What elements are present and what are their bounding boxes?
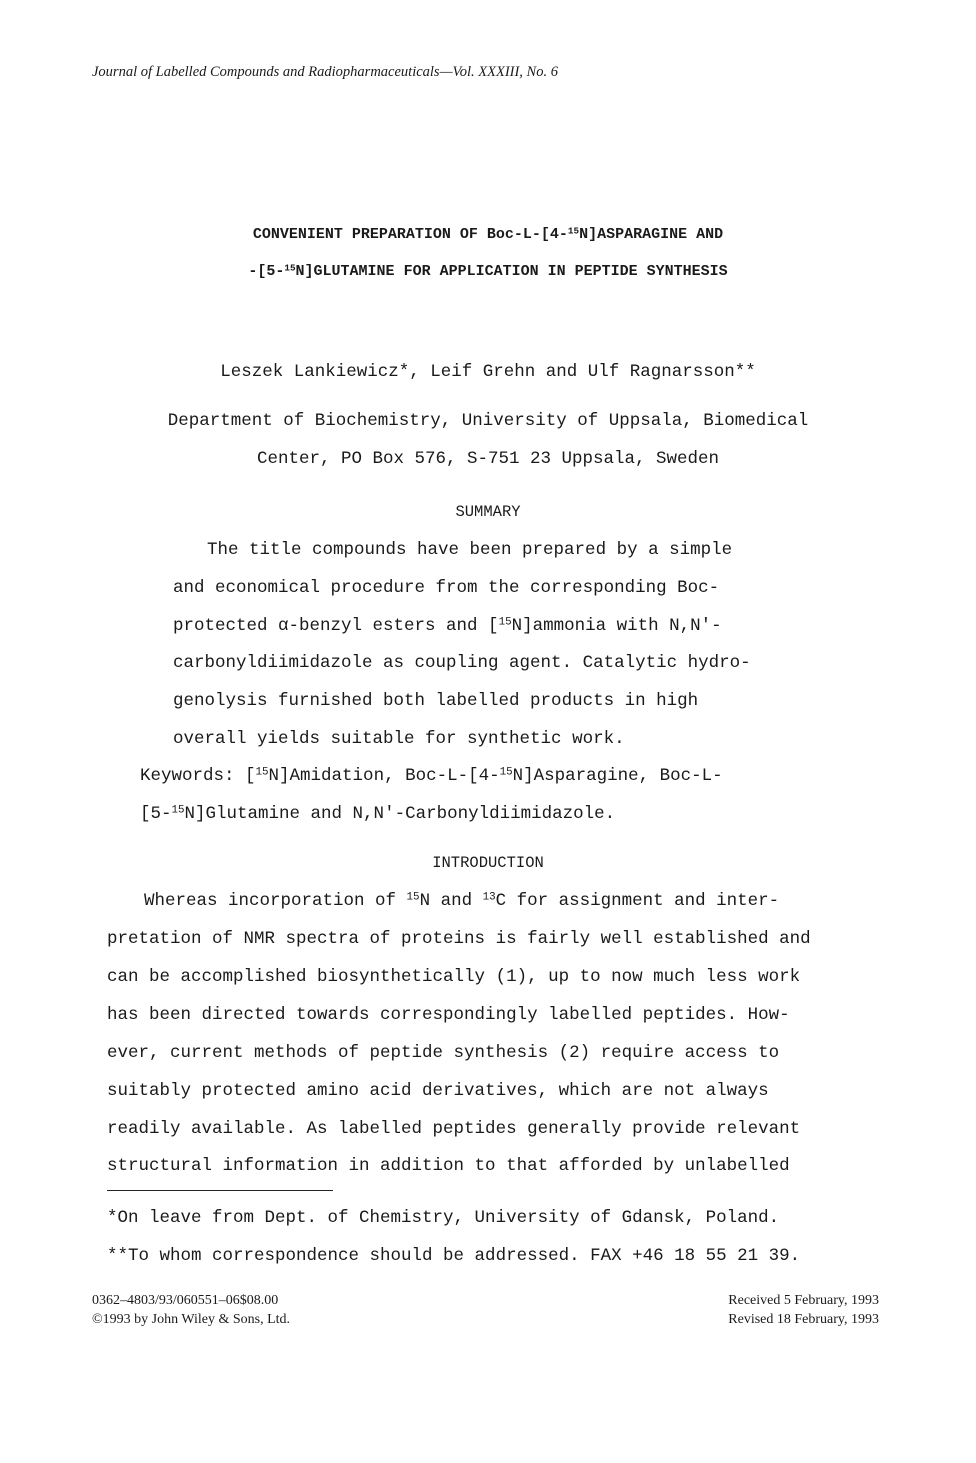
summary-line: and economical procedure from the corresponding Boc- bbox=[173, 578, 720, 598]
affiliation-line-1: Department of Biochemistry, University of Uppsala, Biomedical bbox=[167, 411, 809, 431]
summary-line: genolysis furnished both labelled products in high bbox=[173, 691, 699, 711]
intro-text: N and bbox=[419, 891, 483, 911]
summary-text: N]ammonia with N,N'- bbox=[511, 616, 722, 636]
keywords-text: N]Amidation, Boc-L-[4- bbox=[268, 766, 500, 786]
intro-text: C for assignment and inter- bbox=[495, 891, 780, 911]
revised-date: Revised 18 February, 1993 bbox=[728, 1312, 879, 1327]
intro-line: has been directed towards correspondingly labelled peptides. How- bbox=[107, 1005, 790, 1025]
keywords-line-2 bbox=[140, 804, 615, 824]
title-text: -[5- bbox=[248, 263, 285, 280]
keywords-text: N]Glutamine and N,N'-Carbonyldiimidazole. bbox=[184, 804, 616, 824]
article-code: 0362–4803/93/060551–06$08.00 bbox=[92, 1293, 279, 1308]
introduction-heading: INTRODUCTION bbox=[432, 854, 544, 872]
intro-line: can be accomplished biosynthetically (1), up to now much less work bbox=[107, 967, 801, 987]
received-date: Received 5 February, 1993 bbox=[728, 1293, 879, 1308]
isotope-superscript: 15 bbox=[567, 225, 580, 237]
intro-text: Whereas incorporation of bbox=[144, 891, 407, 911]
keywords-text: [5- bbox=[140, 804, 172, 824]
isotope-superscript: 15 bbox=[406, 891, 420, 904]
intro-line: readily available. As labelled peptides generally provide relevant bbox=[107, 1119, 801, 1139]
title-text: N]ASPARAGINE AND bbox=[579, 226, 724, 243]
footnote-divider bbox=[107, 1190, 333, 1191]
keywords-line-1 bbox=[140, 766, 723, 786]
isotope-superscript: 15 bbox=[498, 616, 512, 629]
footnote-1: *On leave from Dept. of Chemistry, University of Gdansk, Poland. bbox=[107, 1208, 780, 1228]
summary-line: carbonyldiimidazole as coupling agent. Catalytic hydro- bbox=[173, 653, 751, 673]
footnote-2: **To whom correspondence should be addressed. FAX +46 18 55 21 39. bbox=[107, 1246, 801, 1266]
authors: Leszek Lankiewicz*, Leif Grehn and Ulf Ragnarsson** bbox=[220, 362, 756, 382]
title-text: N]GLUTAMINE FOR APPLICATION IN PEPTIDE SYNTHESIS bbox=[295, 263, 728, 280]
journal-header: Journal of Labelled Compounds and Radiopharmaceuticals—Vol. XXXIII, No. 6 bbox=[92, 64, 558, 80]
keywords-text: N]Asparagine, Boc-L- bbox=[512, 766, 723, 786]
intro-line: pretation of NMR spectra of proteins is fairly well established and bbox=[107, 929, 811, 949]
summary-text: protected α-benzyl esters and [ bbox=[173, 616, 499, 636]
intro-line: structural information in addition to that afforded by unlabelled bbox=[107, 1156, 790, 1176]
isotope-superscript: 15 bbox=[171, 804, 185, 817]
isotope-superscript: 13 bbox=[482, 891, 496, 904]
affiliation-line-2: Center, PO Box 576, S-751 23 Uppsala, Sweden bbox=[256, 449, 720, 469]
isotope-superscript: 15 bbox=[284, 262, 296, 274]
paper-title-line-1 bbox=[0, 226, 976, 243]
title-text: CONVENIENT PREPARATION OF Boc-L-[4- bbox=[252, 226, 568, 243]
paper-title-line-2 bbox=[0, 263, 976, 280]
copyright: ©1993 by John Wiley & Sons, Ltd. bbox=[92, 1312, 291, 1327]
summary-line bbox=[173, 616, 722, 636]
summary-line: overall yields suitable for synthetic work. bbox=[173, 729, 625, 749]
keywords-text: Keywords: [ bbox=[140, 766, 256, 786]
isotope-superscript: 15 bbox=[499, 766, 513, 779]
summary-heading: SUMMARY bbox=[455, 503, 521, 521]
intro-line: ever, current methods of peptide synthesis (2) require access to bbox=[107, 1043, 780, 1063]
intro-line bbox=[144, 891, 779, 911]
summary-line: The title compounds have been prepared by a simple bbox=[207, 540, 733, 560]
isotope-superscript: 15 bbox=[255, 766, 269, 779]
intro-line: suitably protected amino acid derivatives, which are not always bbox=[107, 1081, 769, 1101]
